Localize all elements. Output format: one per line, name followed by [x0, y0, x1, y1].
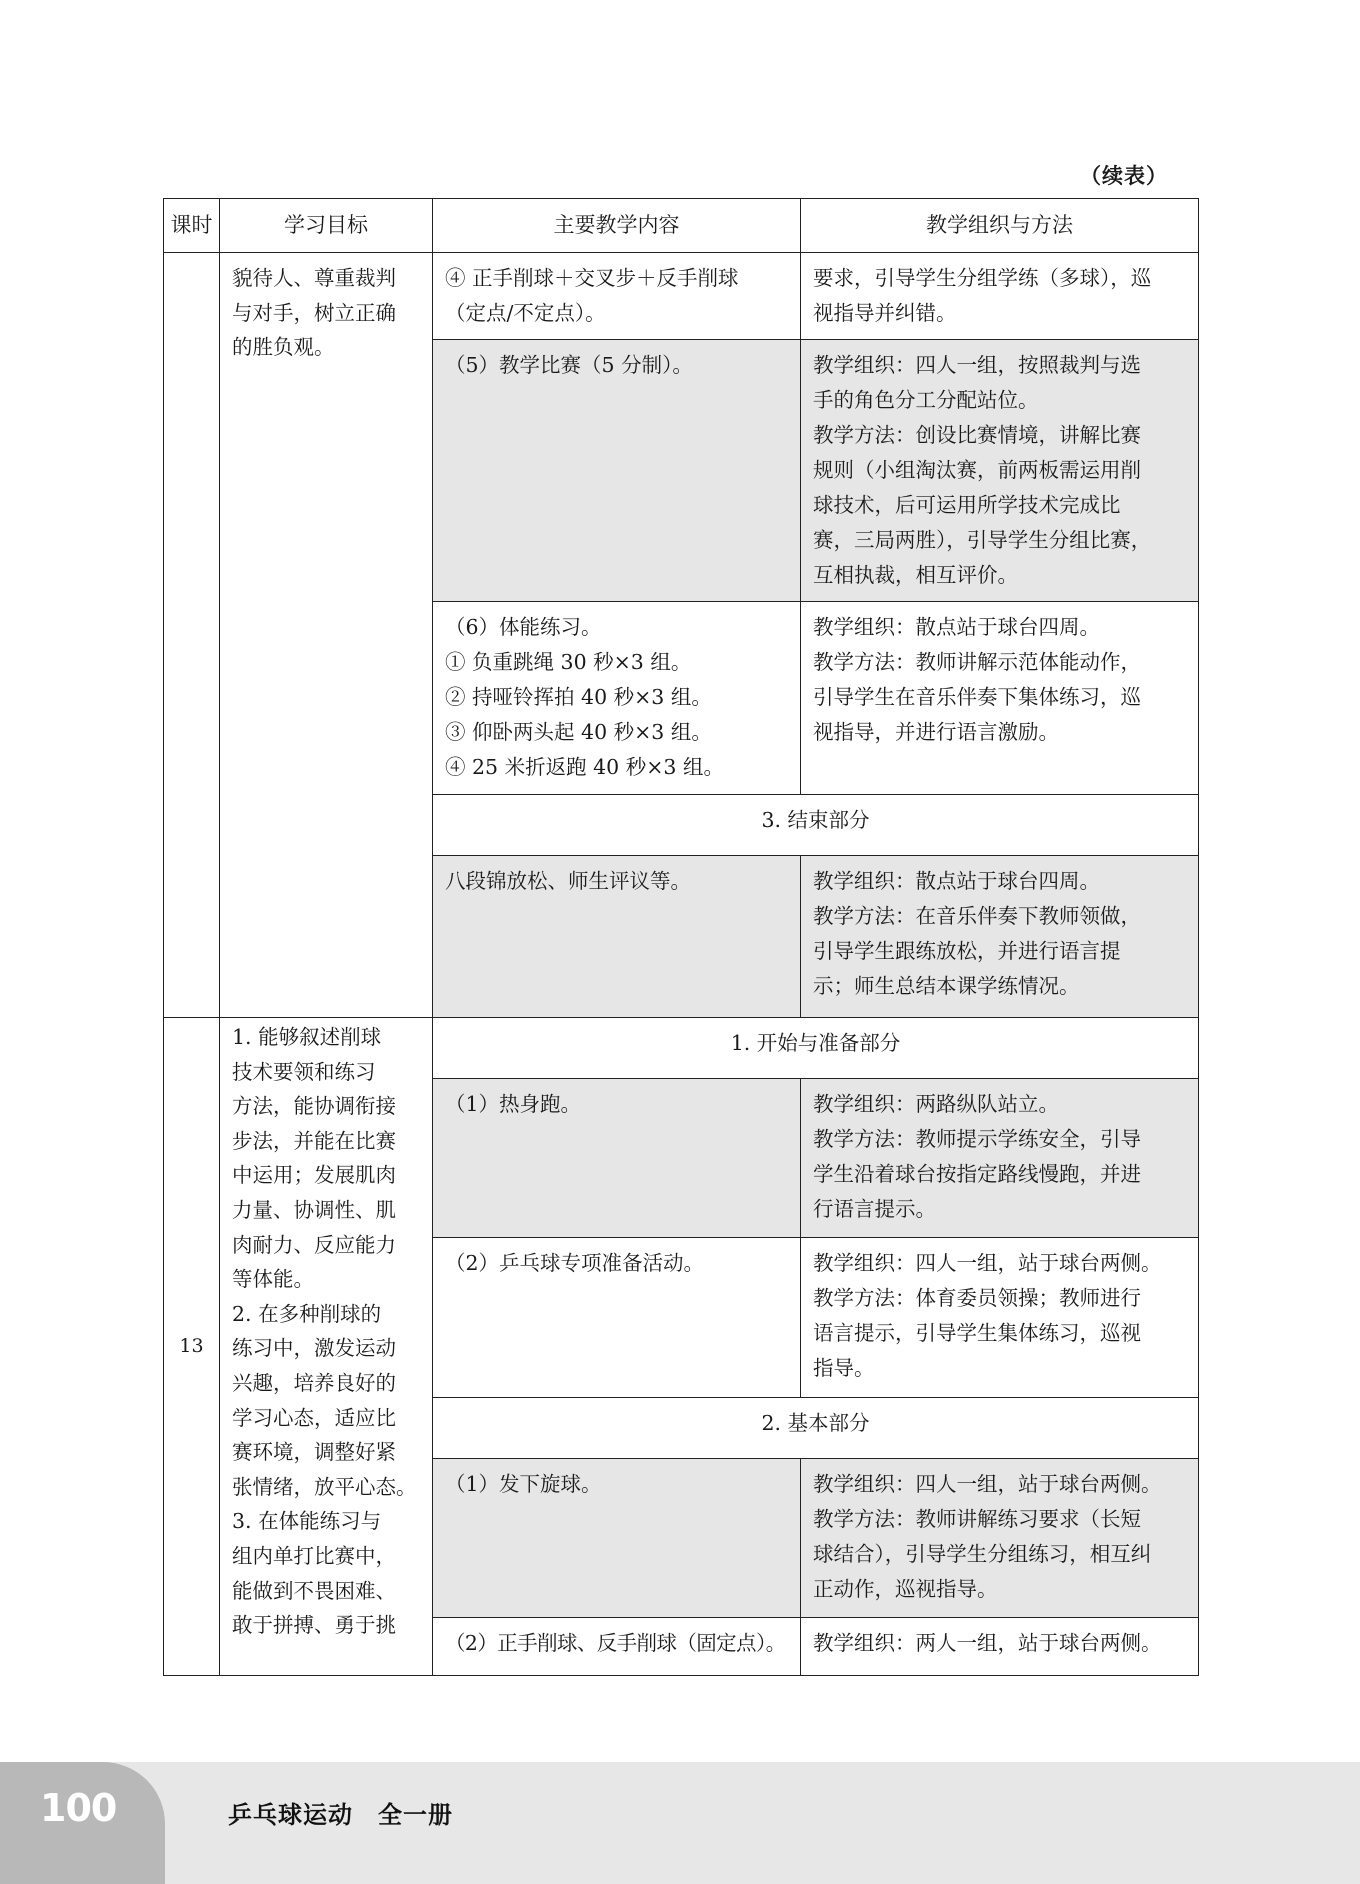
method-line: 正动作，巡视指导。 — [813, 1577, 998, 1601]
goal-line: 1. 能够叙述削球 — [232, 1025, 382, 1049]
section-end-heading: 3. 结束部分 — [433, 795, 1199, 856]
method-line: 规则（小组淘汰赛，前两板需运用削 — [813, 458, 1141, 482]
goal-line: 的胜负观。 — [232, 335, 335, 360]
goal-line: 技术要领和练习 — [232, 1059, 376, 1084]
goal-line: 赛环境，调整好紧 — [232, 1440, 396, 1465]
method-line: 教学方法：教师提示学练安全，引导 — [813, 1127, 1141, 1151]
method-line: 互相执裁，相互评价。 — [813, 563, 1018, 587]
method-line: 教学组织：两路纵队站立。 — [813, 1092, 1059, 1116]
goal-line: 等体能。 — [232, 1267, 314, 1292]
goal-line: 张情绪，放平心态。 — [232, 1474, 417, 1499]
method-line: 视指导，并进行语言激励。 — [813, 720, 1059, 744]
goal-line: 练习中，激发运动 — [232, 1336, 396, 1361]
content-line: ① 负重跳绳 30 秒×3 组。 — [445, 650, 692, 674]
lesson-hour-cell: 13 — [164, 1018, 220, 1676]
method-line: 示；师生总结本课学练情况。 — [813, 974, 1080, 998]
method-line: 要求，引导学生分组学练（多球），巡 — [813, 266, 1152, 290]
content-cell — [433, 1618, 801, 1676]
content-line: （5）教学比赛（5 分制）。 — [445, 353, 693, 377]
content-cell — [433, 1238, 801, 1398]
header-hour: 课时 — [164, 199, 220, 253]
content-cell — [433, 602, 801, 795]
method-line: 教学方法：教师讲解示范体能动作， — [813, 650, 1141, 674]
lesson-goals-cell — [220, 1018, 433, 1676]
method-line: 引导学生在音乐伴奏下集体练习，巡 — [813, 685, 1141, 709]
content-line: ④ 正手削球＋交叉步＋反手削球 — [445, 266, 739, 290]
lesson-plan-table — [163, 198, 1199, 1676]
continued-label: （续表） — [1080, 164, 1168, 188]
method-cell — [801, 856, 1199, 1018]
goal-line: 学习心态，适应比 — [232, 1405, 396, 1430]
method-line: 语言提示，引导学生集体练习，巡视 — [813, 1321, 1141, 1345]
content-cell — [433, 253, 801, 340]
method-line: 教学方法：创设比赛情境，讲解比赛 — [813, 423, 1141, 447]
method-line: 视指导并纠错。 — [813, 301, 957, 325]
content-cell — [433, 856, 801, 1018]
content-line: 八段锦放松、师生评议等。 — [445, 869, 691, 893]
method-line: 教学组织：四人一组，站于球台两侧。 — [813, 1251, 1162, 1275]
goal-line: 2. 在多种削球的 — [232, 1301, 382, 1326]
content-cell — [433, 340, 801, 602]
lesson-goals-cell — [220, 253, 433, 1018]
table-header-row — [164, 199, 1199, 253]
content-cell — [433, 1079, 801, 1238]
content-line: ③ 仰卧两头起 40 秒×3 组。 — [445, 720, 712, 744]
content-line: （定点/不定点）。 — [445, 301, 606, 325]
goal-line: 兴趣，培养良好的 — [232, 1370, 396, 1395]
goal-line: 力量、协调性、肌 — [232, 1197, 396, 1222]
header-content: 主要教学内容 — [433, 199, 801, 253]
method-cell — [801, 1618, 1199, 1676]
content-line: （1）发下旋球。 — [445, 1472, 602, 1496]
method-cell — [801, 253, 1199, 340]
content-line: ④ 25 米折返跑 40 秒×3 组。 — [445, 755, 724, 779]
method-line: 教学组织：两人一组，站于球台两侧。 — [813, 1631, 1162, 1655]
method-line: 教学方法：教师讲解练习要求（长短 — [813, 1507, 1141, 1531]
goal-line: 步法，并能在比赛 — [232, 1128, 396, 1153]
goal-line: 貌待人、尊重裁判 — [232, 266, 396, 290]
header-method: 教学组织与方法 — [801, 199, 1199, 253]
goal-line: 能做到不畏困难、 — [232, 1578, 396, 1603]
section-row — [164, 1018, 1199, 1079]
section-basic-heading: 2. 基本部分 — [433, 1398, 1199, 1459]
goal-line: 敢于拼搏、勇于挑 — [232, 1613, 396, 1638]
method-line: 球技术，后可运用所学技术完成比 — [813, 493, 1121, 517]
method-cell — [801, 602, 1199, 795]
content-line: （1）热身跑。 — [445, 1092, 582, 1116]
method-line: 球结合），引导学生分组练习，相互纠 — [813, 1542, 1152, 1566]
lesson-hour-cell — [164, 253, 220, 1018]
method-cell — [801, 1238, 1199, 1398]
goal-line: 肉耐力、反应能力 — [232, 1232, 396, 1257]
content-line: （2）正手削球、反手削球（固定点）。 — [445, 1631, 786, 1655]
method-line: 教学组织：四人一组，按照裁判与选 — [813, 353, 1141, 377]
goal-line: 中运用；发展肌肉 — [232, 1163, 396, 1188]
goal-line: 方法，能协调衔接 — [232, 1094, 396, 1119]
method-line: 教学方法：体育委员领操；教师进行 — [813, 1286, 1141, 1310]
method-line: 手的角色分工分配站位。 — [813, 388, 1039, 412]
method-line: 行语言提示。 — [813, 1197, 936, 1221]
goal-line: 组内单打比赛中， — [232, 1543, 396, 1568]
method-line: 教学组织：散点站于球台四周。 — [813, 869, 1100, 893]
method-line: 引导学生跟练放松，并进行语言提 — [813, 939, 1121, 963]
method-cell — [801, 340, 1199, 602]
footer-band — [0, 1762, 1360, 1884]
content-line: （6）体能练习。 — [445, 615, 602, 639]
table-row — [164, 253, 1199, 340]
method-cell — [801, 1079, 1199, 1238]
book-title: 乒乓球运动 全一册 — [228, 1801, 453, 1829]
method-cell — [801, 1459, 1199, 1618]
page-number: 100 — [40, 1786, 117, 1830]
content-line: （2）乒乓球专项准备活动。 — [445, 1251, 705, 1275]
goal-line: 与对手，树立正确 — [232, 300, 396, 325]
content-cell — [433, 1459, 801, 1618]
method-line: 赛，三局两胜），引导学生分组比赛， — [813, 528, 1152, 552]
content-line: ② 持哑铃挥拍 40 秒×3 组。 — [445, 685, 712, 709]
method-line: 指导。 — [813, 1356, 875, 1380]
header-goals: 学习目标 — [220, 199, 433, 253]
method-line: 教学组织：四人一组，站于球台两侧。 — [813, 1472, 1162, 1496]
goal-line: 3. 在体能练习与 — [232, 1509, 382, 1534]
method-line: 教学方法：在音乐伴奏下教师领做， — [813, 904, 1141, 928]
section-start-heading: 1. 开始与准备部分 — [433, 1018, 1199, 1079]
method-line: 学生沿着球台按指定路线慢跑，并进 — [813, 1162, 1141, 1186]
method-line: 教学组织：散点站于球台四周。 — [813, 615, 1100, 639]
